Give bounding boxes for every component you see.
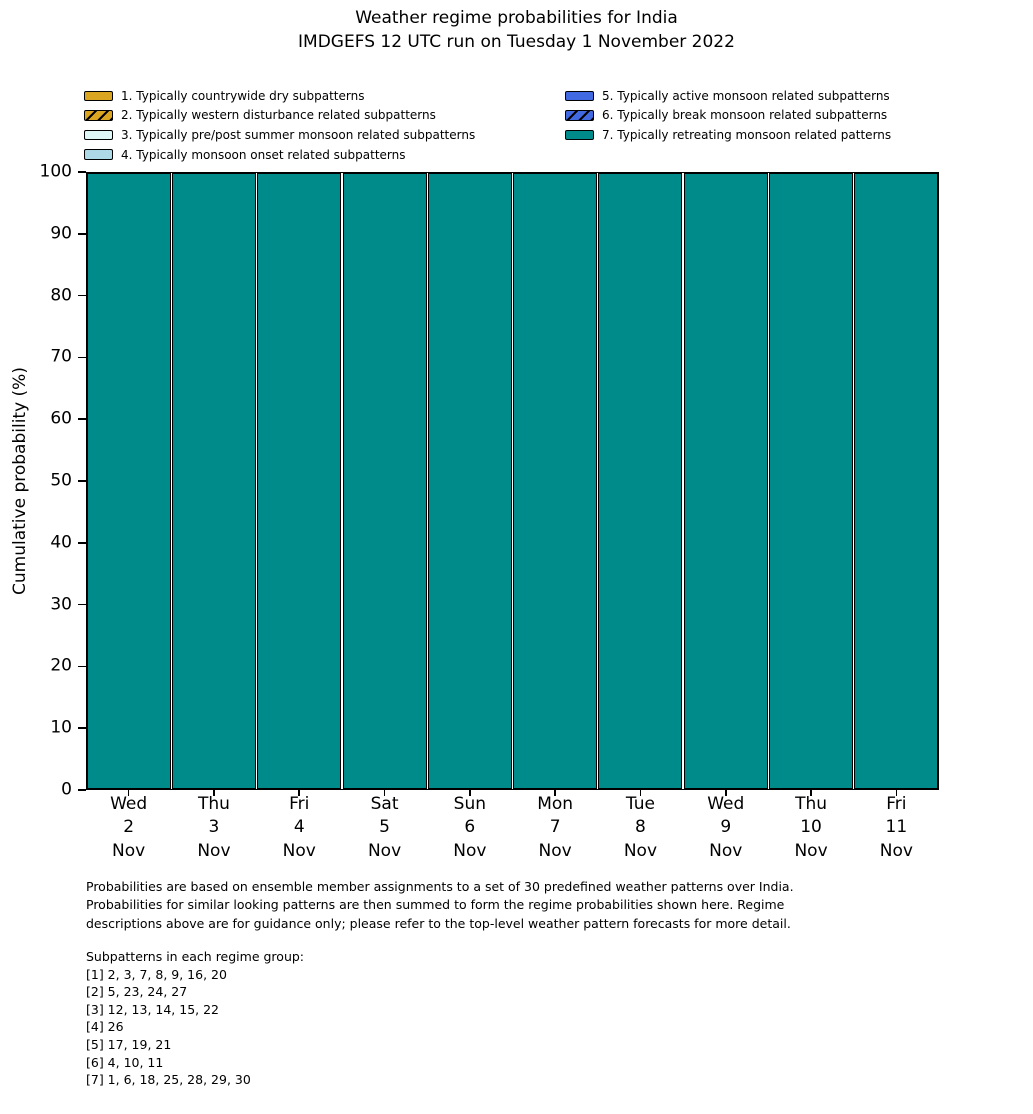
bar-tue-8-nov bbox=[598, 173, 682, 789]
subpatterns-heading: Subpatterns in each regime group: bbox=[86, 949, 305, 964]
y-tick-mark bbox=[78, 604, 86, 606]
legend-swatch-icon bbox=[565, 130, 594, 141]
y-axis-label: Cumulative probability (%) bbox=[10, 367, 30, 595]
bar-segment-regime-7 bbox=[769, 173, 853, 789]
bar-segment-regime-7 bbox=[854, 173, 938, 789]
x-tick-label-line: 3 bbox=[208, 817, 220, 838]
y-tick-mark bbox=[78, 542, 86, 544]
legend-swatch-icon bbox=[84, 130, 113, 141]
y-tick-mark bbox=[78, 727, 86, 729]
x-tick-label-line: 6 bbox=[464, 817, 476, 838]
bar-segment-regime-7 bbox=[172, 173, 256, 789]
x-tick-label-line: Nov bbox=[197, 840, 231, 861]
bar-segment-regime-7 bbox=[343, 173, 427, 789]
x-tick-label-line: 5 bbox=[379, 817, 390, 838]
y-tick-label: 40 bbox=[50, 532, 72, 553]
y-tick-mark bbox=[78, 171, 86, 173]
subpatterns-line: [7] 1, 6, 18, 25, 28, 29, 30 bbox=[86, 1072, 251, 1088]
x-tick-label-line: 9 bbox=[720, 817, 732, 838]
y-tick-label: 60 bbox=[50, 408, 72, 429]
x-tick-label-line: Sun bbox=[453, 794, 487, 814]
bar-thu-10-nov bbox=[769, 173, 853, 789]
footer-line: Probabilities for similar looking patterns are then summed to form the regime probabilities shown here. Regime bbox=[86, 897, 785, 913]
bar-segment-regime-7 bbox=[257, 173, 341, 789]
x-tick-label-line: Thu bbox=[795, 794, 828, 814]
y-tick-mark bbox=[78, 357, 86, 359]
x-tick-label-line: Nov bbox=[282, 840, 316, 861]
plot-area bbox=[86, 172, 939, 790]
x-tick-label-line: Nov bbox=[794, 840, 828, 861]
y-tick-label: 50 bbox=[50, 470, 72, 491]
bar-segment-regime-7 bbox=[87, 173, 171, 789]
subpatterns-line: [4] 26 bbox=[86, 1019, 124, 1035]
x-tick-label-line: Nov bbox=[453, 840, 487, 861]
x-tick-label-line: Tue bbox=[625, 794, 655, 814]
y-tick-label: 0 bbox=[61, 779, 72, 800]
x-tick-label-line: Fri bbox=[289, 794, 310, 814]
x-tick-label-line: Nov bbox=[709, 840, 743, 861]
y-tick-mark bbox=[78, 233, 86, 235]
legend-swatch-icon bbox=[84, 91, 113, 102]
subpatterns-line: [5] 17, 19, 21 bbox=[86, 1036, 172, 1052]
y-tick-label: 80 bbox=[50, 285, 72, 306]
footer-note bbox=[86, 878, 794, 933]
legend-swatch-icon bbox=[84, 110, 113, 121]
subpatterns-line: [2] 5, 23, 24, 27 bbox=[86, 984, 188, 1000]
legend-item bbox=[84, 125, 475, 145]
y-tick-label: 30 bbox=[50, 594, 72, 615]
y-tick-label: 70 bbox=[50, 346, 72, 367]
y-tick-mark bbox=[78, 418, 86, 420]
y-tick-mark bbox=[78, 295, 86, 297]
legend-label: 2. Typically western disturbance related subpatterns bbox=[121, 108, 436, 123]
y-tick-mark bbox=[78, 666, 86, 668]
y-tick-label: 20 bbox=[50, 655, 72, 676]
legend-column-right bbox=[565, 86, 891, 145]
legend-item bbox=[84, 145, 475, 165]
x-tick-label-line: Wed bbox=[707, 794, 745, 814]
x-tick-label-line: 11 bbox=[885, 817, 908, 838]
bar-sat-5-nov bbox=[343, 173, 427, 789]
x-tick-label-line: Nov bbox=[623, 840, 658, 861]
bar-mon-7-nov bbox=[513, 173, 597, 789]
y-tick-label: 90 bbox=[50, 223, 72, 244]
x-tick-label-line: 7 bbox=[549, 817, 561, 838]
subpatterns-line: [1] 2, 3, 7, 8, 9, 16, 20 bbox=[86, 966, 227, 982]
legend-label: 1. Typically countrywide dry subpatterns bbox=[121, 88, 365, 103]
x-tick-label-line: Thu bbox=[197, 794, 230, 814]
x-tick-label-line: Nov bbox=[367, 840, 402, 861]
x-tick-label-line: Wed bbox=[110, 794, 148, 814]
x-tick-label-line: Nov bbox=[538, 840, 572, 861]
x-tick-label bbox=[836, 793, 956, 863]
subpatterns-line: [3] 12, 13, 14, 15, 22 bbox=[86, 1001, 219, 1017]
y-tick-mark bbox=[78, 789, 86, 791]
subpatterns-line: [6] 4, 10, 11 bbox=[86, 1054, 164, 1070]
legend-item bbox=[84, 86, 475, 106]
bar-fri-4-nov bbox=[257, 173, 341, 789]
y-tick-label: 10 bbox=[50, 717, 72, 738]
legend-label: 5. Typically active monsoon related subpatterns bbox=[602, 88, 890, 103]
x-tick-label-line: Nov bbox=[112, 840, 146, 861]
legend-item bbox=[565, 86, 891, 106]
bar-wed-2-nov bbox=[87, 173, 171, 789]
bar-segment-regime-7 bbox=[513, 173, 597, 789]
bar-fri-11-nov bbox=[854, 173, 938, 789]
x-tick-label-line: 10 bbox=[800, 817, 822, 838]
legend-column-left bbox=[84, 86, 475, 164]
bar-thu-3-nov bbox=[172, 173, 256, 789]
x-tick-label-line: Nov bbox=[879, 840, 913, 861]
x-tick-label-line: 2 bbox=[123, 817, 135, 838]
subpatterns-list bbox=[86, 948, 304, 1089]
y-tick-mark bbox=[78, 480, 86, 482]
x-tick-label-line: 4 bbox=[293, 817, 305, 838]
chart-title-line2: IMDGEFS 12 UTC run on Tuesday 1 November 2022 bbox=[298, 32, 735, 52]
legend-label: 3. Typically pre/post summer monsoon related subpatterns bbox=[121, 127, 476, 142]
x-tick-label-line: Sat bbox=[370, 794, 399, 814]
bar-segment-regime-7 bbox=[598, 173, 682, 789]
legend-label: 4. Typically monsoon onset related subpatterns bbox=[121, 147, 406, 162]
chart-title bbox=[0, 6, 1033, 54]
chart-title-line1: Weather regime probabilities for India bbox=[355, 8, 678, 28]
legend-item bbox=[565, 125, 891, 145]
bar-segment-regime-7 bbox=[684, 173, 768, 789]
legend-item bbox=[84, 106, 475, 126]
bar-wed-9-nov bbox=[684, 173, 768, 789]
x-tick-label-line: 8 bbox=[635, 817, 646, 838]
legend-item bbox=[565, 106, 891, 126]
footer-line: Probabilities are based on ensemble member assignments to a set of 30 predefined weather patterns over India. bbox=[86, 879, 794, 894]
footer-line: descriptions above are for guidance only; please refer to the top-level weather pattern forecasts for more detail. bbox=[86, 915, 791, 931]
x-tick-label-line: Mon bbox=[537, 794, 574, 814]
bar-sun-6-nov bbox=[428, 173, 512, 789]
legend-label: 6. Typically break monsoon related subpatterns bbox=[602, 108, 888, 123]
bar-segment-regime-7 bbox=[428, 173, 512, 789]
y-tick-label: 100 bbox=[39, 161, 72, 182]
legend-swatch-icon bbox=[84, 149, 113, 160]
legend-swatch-icon bbox=[565, 91, 594, 102]
legend-swatch-icon bbox=[565, 110, 594, 121]
legend-label: 7. Typically retreating monsoon related patterns bbox=[602, 127, 892, 142]
x-tick-label-line: Fri bbox=[886, 794, 907, 814]
